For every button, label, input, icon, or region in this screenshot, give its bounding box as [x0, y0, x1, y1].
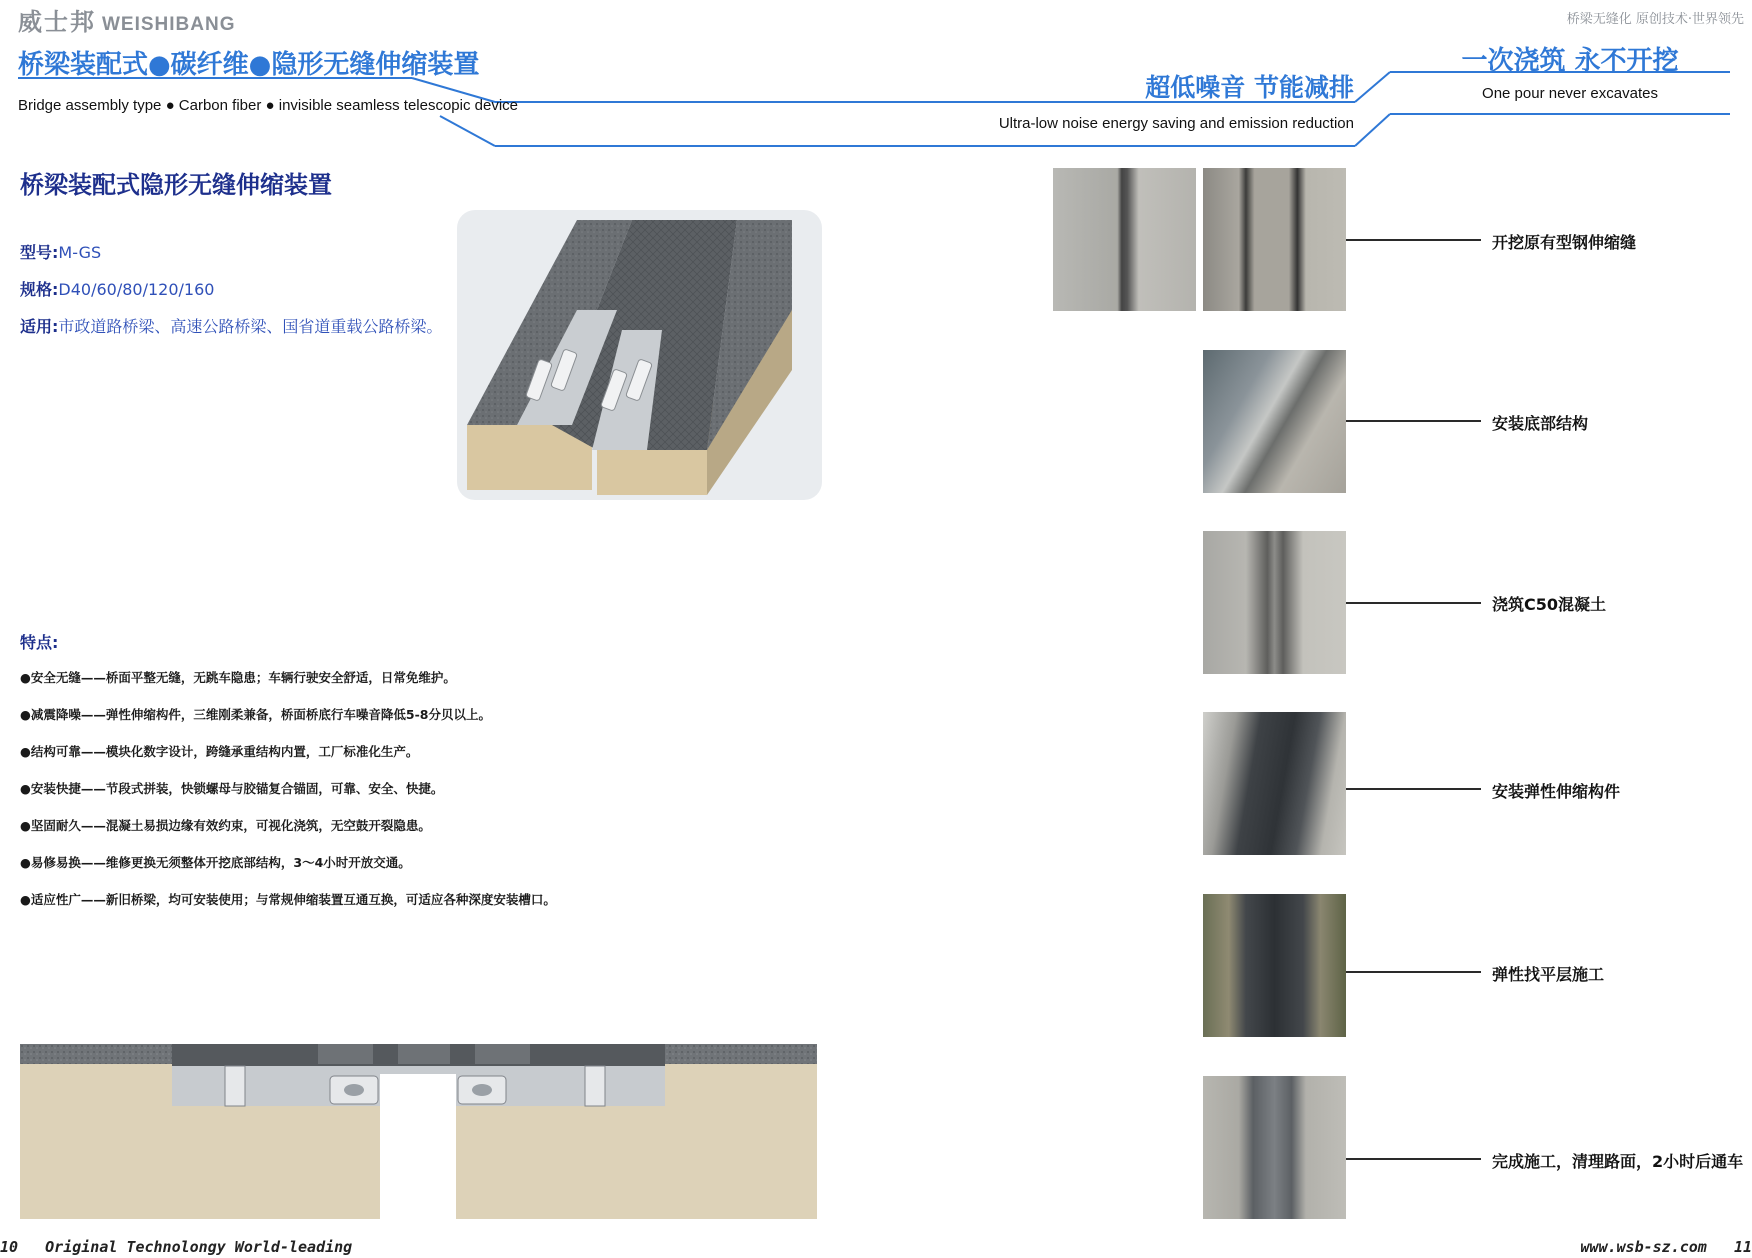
- step-label: 开挖原有型钢伸缩缝: [1492, 233, 1637, 252]
- features-heading: 特点:: [20, 633, 59, 652]
- step-photo-6: [1203, 1076, 1346, 1219]
- step-label: 浇筑C50混凝土: [1492, 595, 1607, 614]
- logo-cn: 威士邦: [18, 7, 96, 36]
- page-number-right: 11: [1733, 1238, 1752, 1256]
- feature-item: ●适应性广——新旧桥梁，均可安装使用；与常规伸缩装置互通互换，可适应各种深度安装槽口。: [20, 892, 556, 907]
- step-label: 弹性找平层施工: [1492, 965, 1605, 984]
- footer-left: [0, 1238, 352, 1256]
- model-label: 型号:: [20, 243, 59, 262]
- step-connector-line: [1346, 971, 1481, 973]
- header-title-cn: 桥梁装配式●碳纤维●隐形无缝伸缩装置: [18, 50, 480, 80]
- header-right-en: One pour never excavates: [1482, 85, 1658, 102]
- step-label: 安装弹性伸缩构件: [1492, 782, 1621, 801]
- step-connector-line: [1346, 788, 1481, 790]
- cross-section-diagram: [20, 1044, 817, 1219]
- step-label: 安装底部结构: [1492, 414, 1589, 433]
- spec-label: 规格:: [20, 280, 59, 299]
- header-mid-cn: 超低噪音 节能减排: [1145, 73, 1354, 102]
- spec-size: [20, 277, 214, 300]
- footer-url: www.wsb-sz.com: [1580, 1238, 1707, 1256]
- step-label: 完成施工，清理路面，2小时后通车: [1492, 1152, 1744, 1171]
- feature-item: ●安全无缝——桥面平整无缝，无跳车隐患；车辆行驶安全舒适，日常免维护。: [20, 670, 456, 685]
- page-number-left: 10: [0, 1238, 19, 1256]
- step-photo-5: [1203, 894, 1346, 1037]
- logo-en: WEISHIBANG: [102, 14, 236, 35]
- model-value: M-GS: [58, 243, 102, 262]
- feature-item: ●结构可靠——模块化数字设计，跨缝承重结构内置，工厂标准化生产。: [20, 744, 419, 759]
- step-connector-line: [1346, 420, 1481, 422]
- step-photo-4: [1203, 712, 1346, 855]
- header-title-en: Bridge assembly type ● Carbon fiber ● invisible seamless telescopic device: [18, 97, 519, 114]
- product-render-image: [457, 210, 822, 500]
- spec-model: [20, 240, 101, 263]
- feature-item: ●减震降噪——弹性伸缩构件，三维刚柔兼备，桥面桥底行车噪音降低5-8分贝以上。: [20, 707, 491, 722]
- feature-item: ●安装快捷——节段式拼装，快锁螺母与胶锚复合锚固，可靠、安全、快捷。: [20, 781, 444, 796]
- apply-label: 适用:: [20, 317, 59, 336]
- footer-right: [1580, 1238, 1752, 1256]
- step-connector-line: [1346, 239, 1481, 241]
- apply-value: 市政道路桥梁、高速公路桥梁、国省道重载公路桥梁。: [58, 317, 443, 336]
- step-photo-3: [1203, 531, 1346, 674]
- spec-value: D40/60/80/120/160: [58, 280, 215, 299]
- step-connector-line: [1346, 1158, 1481, 1160]
- footer-tagline: Original Technolongy World-leading: [45, 1238, 353, 1256]
- product-title: 桥梁装配式隐形无缝伸缩装置: [20, 171, 332, 199]
- feature-item: ●坚固耐久——混凝土易损边缘有效约束，可视化浇筑，无空鼓开裂隐患。: [20, 818, 431, 833]
- feature-item: ●易修易换——维修更换无须整体开挖底部结构，3～4小时开放交通。: [20, 855, 411, 870]
- spec-application: [20, 314, 442, 337]
- step-connector-line: [1346, 602, 1481, 604]
- step-photo-1a: [1053, 168, 1196, 311]
- header-right-cn: 一次浇筑 永不开挖: [1461, 46, 1679, 76]
- header-mid-en: Ultra-low noise energy saving and emission reduction: [998, 115, 1354, 132]
- step-photo-2: [1203, 350, 1346, 493]
- top-slogan: 桥梁无缝化 原创技术·世界领先: [1566, 12, 1744, 27]
- step-photo-1b: [1203, 168, 1346, 311]
